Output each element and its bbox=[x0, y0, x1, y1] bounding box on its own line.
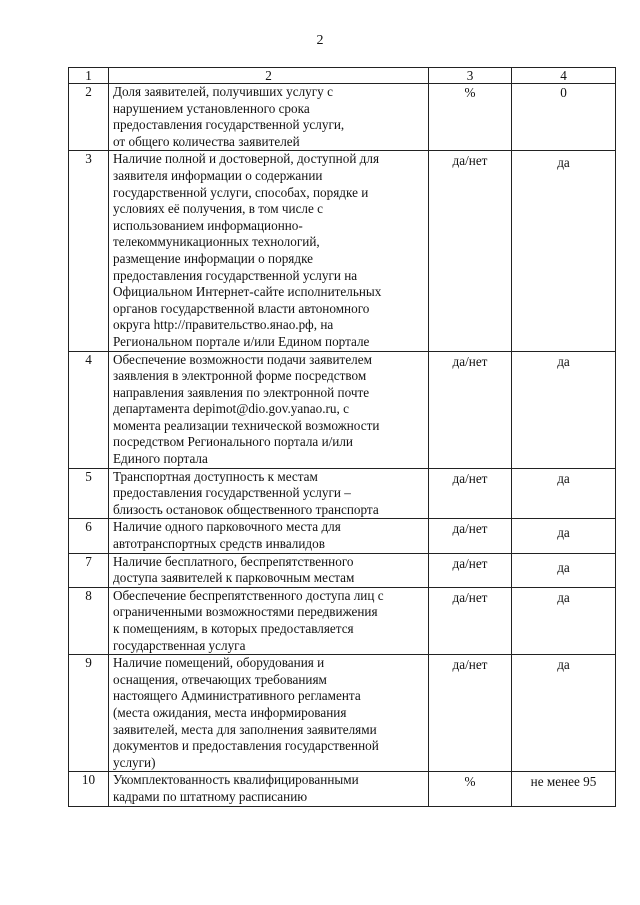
indicator-line: нарушением установленного срока bbox=[113, 100, 310, 116]
unit-of-measure: да/нет bbox=[429, 655, 512, 772]
indicator-line: услуги) bbox=[113, 754, 156, 770]
table-row bbox=[69, 772, 616, 806]
unit-of-measure: да/нет bbox=[429, 587, 512, 654]
indicator-line: Укомплектованность квалифицированными bbox=[113, 772, 359, 788]
indicator-value: да bbox=[512, 351, 616, 468]
row-number: 3 bbox=[69, 151, 109, 351]
table-row bbox=[69, 655, 616, 772]
unit-of-measure: да/нет bbox=[429, 468, 512, 519]
indicator-line: Наличие бесплатного, беспрепятственного bbox=[113, 553, 354, 569]
table-row bbox=[69, 587, 616, 654]
unit-of-measure: да/нет bbox=[429, 553, 512, 587]
indicator-name bbox=[109, 587, 429, 654]
indicators-table bbox=[68, 67, 616, 807]
indicator-name bbox=[109, 553, 429, 587]
indicator-line: момента реализации технической возможности bbox=[113, 417, 380, 433]
unit-of-measure: % bbox=[429, 84, 512, 151]
indicator-line: предоставления государственной услуги на bbox=[113, 267, 358, 283]
header-cell-unit: 3 bbox=[429, 68, 512, 84]
row-number: 6 bbox=[69, 519, 109, 553]
indicator-name bbox=[109, 84, 429, 151]
indicator-line: доступа заявителей к парковочным местам bbox=[113, 570, 355, 586]
indicator-line: Наличие помещений, оборудования и bbox=[113, 655, 325, 671]
indicator-name bbox=[109, 519, 429, 553]
indicator-line: (места ожидания, места информирования bbox=[113, 704, 347, 720]
header-cell-indicator: 2 bbox=[109, 68, 429, 84]
indicator-value: не менее 95 bbox=[512, 772, 616, 806]
indicator-name bbox=[109, 468, 429, 519]
table-header-row bbox=[69, 68, 616, 84]
unit-of-measure: % bbox=[429, 772, 512, 806]
indicator-line: близость остановок общественного транспорта bbox=[113, 501, 379, 517]
indicator-line: Доля заявителей, получивших услугу с bbox=[113, 84, 333, 99]
indicator-line: ограниченными возможностями передвижения bbox=[113, 604, 378, 620]
row-number: 7 bbox=[69, 553, 109, 587]
table-row bbox=[69, 84, 616, 151]
indicator-line: Наличие полной и достоверной, доступной для bbox=[113, 151, 380, 167]
indicator-line: предоставления государственной услуги – bbox=[113, 485, 351, 501]
table-row bbox=[69, 553, 616, 587]
indicator-line: автотранспортных средств инвалидов bbox=[113, 536, 325, 552]
indicator-line: заявления в электронной форме посредством bbox=[113, 368, 367, 384]
header-cell-value: 4 bbox=[512, 68, 616, 84]
indicator-line: использованием информационно- bbox=[113, 217, 303, 233]
indicator-line: предоставления государственной услуги, bbox=[113, 117, 345, 133]
indicator-line: Официальном Интернет-сайте исполнительных bbox=[113, 284, 382, 300]
header-cell-number: 1 bbox=[69, 68, 109, 84]
row-number: 4 bbox=[69, 351, 109, 468]
indicators-table-body bbox=[69, 68, 616, 807]
indicator-line: настоящего Административного регламента bbox=[113, 688, 361, 704]
indicator-line: документов и предоставления государственной bbox=[113, 738, 379, 754]
table-row bbox=[69, 351, 616, 468]
indicator-line: условиях её получения, в том числе с bbox=[113, 201, 324, 217]
table-row bbox=[69, 151, 616, 351]
indicator-line: государственная услуга bbox=[113, 637, 246, 653]
indicator-name bbox=[109, 351, 429, 468]
unit-of-measure: да/нет bbox=[429, 351, 512, 468]
indicator-line: государственной услуги, способах, порядке и bbox=[113, 184, 369, 200]
indicator-value: да bbox=[512, 655, 616, 772]
indicator-line: направления заявления по электронной почте bbox=[113, 384, 370, 400]
row-number: 2 bbox=[69, 84, 109, 151]
row-number: 10 bbox=[69, 772, 109, 806]
indicator-value: да bbox=[512, 468, 616, 519]
indicator-line: заявителя информации о содержании bbox=[113, 167, 323, 183]
indicator-value: 0 bbox=[512, 84, 616, 151]
indicator-value: да bbox=[512, 553, 616, 587]
indicator-line: заявителей, места для заполнения заявителями bbox=[113, 721, 377, 737]
indicator-line: органов государственной власти автономного bbox=[113, 300, 370, 316]
indicator-line: Обеспечение беспрепятственного доступа лиц с bbox=[113, 587, 384, 603]
indicator-name bbox=[109, 151, 429, 351]
indicator-value: да bbox=[512, 587, 616, 654]
indicator-value: да bbox=[512, 519, 616, 553]
indicator-name bbox=[109, 655, 429, 772]
indicator-name bbox=[109, 772, 429, 806]
indicator-line: оснащения, отвечающих требованиям bbox=[113, 671, 327, 687]
indicator-line: округа http://правительство.янао.рф, на bbox=[113, 317, 334, 333]
indicator-line: Транспортная доступность к местам bbox=[113, 468, 318, 484]
row-number: 8 bbox=[69, 587, 109, 654]
indicator-line: от общего количества заявителей bbox=[113, 133, 300, 149]
indicator-line: департамента depimot@dio.gov.yanao.ru, с bbox=[113, 401, 349, 417]
indicator-line: посредством Регионального портала и/или bbox=[113, 434, 353, 450]
indicator-line: Обеспечение возможности подачи заявителем bbox=[113, 351, 372, 367]
indicator-value: да bbox=[512, 151, 616, 351]
table-row bbox=[69, 468, 616, 519]
indicator-line: к помещениям, в которых предоставляется bbox=[113, 621, 354, 636]
indicator-line: Единого портала bbox=[113, 451, 208, 467]
indicator-line: телекоммуникационных технологий, bbox=[113, 234, 320, 250]
table-row bbox=[69, 519, 616, 553]
row-number: 9 bbox=[69, 655, 109, 772]
indicator-line: размещение информации о порядке bbox=[113, 250, 314, 266]
indicator-line: Наличие одного парковочного места для bbox=[113, 519, 341, 535]
indicator-line: кадрами по штатному расписанию bbox=[113, 788, 308, 804]
page-number: 2 bbox=[316, 33, 324, 48]
indicator-line: Региональном портале и/или Едином портале bbox=[113, 333, 370, 349]
row-number: 5 bbox=[69, 468, 109, 519]
unit-of-measure: да/нет bbox=[429, 151, 512, 351]
unit-of-measure: да/нет bbox=[429, 519, 512, 553]
